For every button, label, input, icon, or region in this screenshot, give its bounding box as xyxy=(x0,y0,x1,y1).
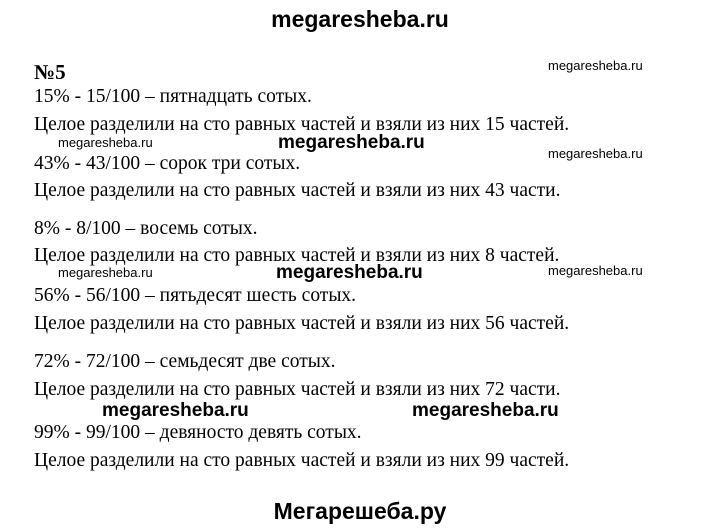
fraction-line: 8% - 8/100 – восемь сотых. xyxy=(34,218,258,239)
site-footer: Мегарешеба.ру xyxy=(273,498,447,524)
task-number: №5 xyxy=(34,60,66,84)
watermark: megaresheba.ru xyxy=(548,58,643,73)
fraction-line: 72% - 72/100 – семьдесят две сотых. xyxy=(34,351,336,372)
fraction-line: 56% - 56/100 – пятьдесят шесть сотых. xyxy=(34,285,357,306)
site-header: megaresheba.ru xyxy=(271,6,449,32)
watermark: megaresheba.ru xyxy=(278,132,425,153)
explanation-line: Целое разделили на сто равных частей и взяли из них 72 части. xyxy=(34,379,561,400)
explanation-line: Целое разделили на сто равных частей и взяли из них 56 частей. xyxy=(34,313,570,334)
watermark: megaresheba.ru xyxy=(276,262,423,283)
watermark: megaresheba.ru xyxy=(58,135,153,150)
fraction-line: 15% - 15/100 – пятнадцать сотых. xyxy=(34,86,312,107)
explanation-line: Целое разделили на сто равных частей и взяли из них 43 части. xyxy=(34,180,561,201)
watermark: megaresheba.ru xyxy=(548,146,643,161)
explanation-line: Целое разделили на сто равных частей и взяли из них 8 частей. xyxy=(34,245,560,266)
watermark: megaresheba.ru xyxy=(548,263,643,278)
fraction-line: 99% - 99/100 – девяносто девять сотых. xyxy=(34,422,362,443)
explanation-line: Целое разделили на сто равных частей и взяли из них 15 частей. xyxy=(34,114,570,135)
watermark: megaresheba.ru xyxy=(412,400,559,421)
explanation-line: Целое разделили на сто равных частей и взяли из них 99 частей. xyxy=(34,450,570,471)
watermark: megaresheba.ru xyxy=(102,400,249,421)
watermark: megaresheba.ru xyxy=(58,265,153,280)
fraction-line: 43% - 43/100 – сорок три сотых. xyxy=(34,153,301,174)
